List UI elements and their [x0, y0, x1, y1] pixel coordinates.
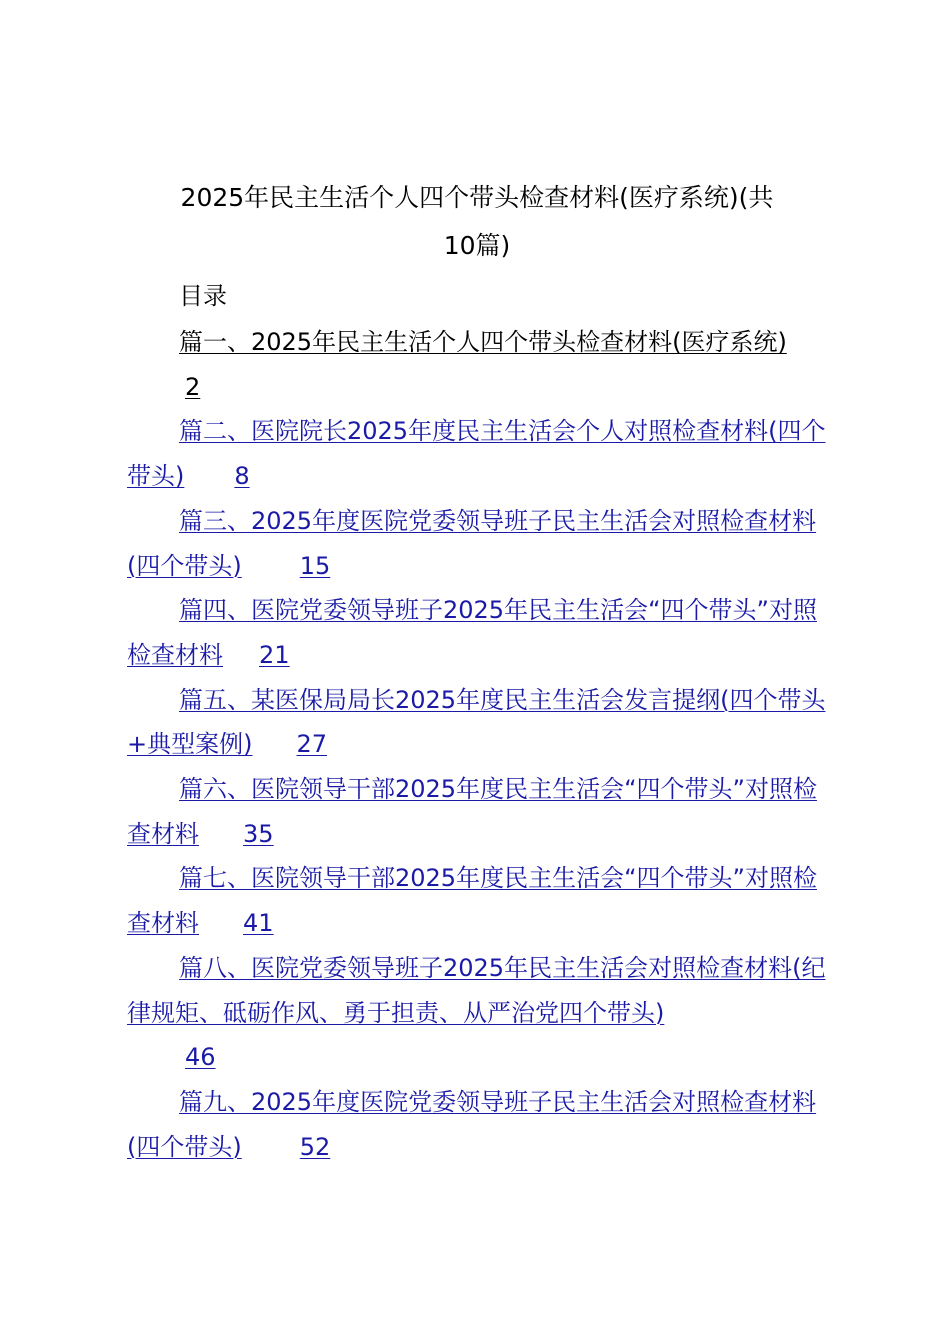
toc-page-number: 41	[243, 909, 274, 938]
toc-entry-title: 篇一、2025年民主生活个人四个带头检查材料(医疗系统)	[179, 328, 787, 356]
toc-entry-title: 篇四、医院党委领导班子2025年民主生活会“四个带头”对照检查材料	[127, 596, 817, 669]
toc-entry-title: 篇八、医院党委领导班子2025年民主生活会对照检查材料(纪律规矩、砥砺作风、勇于担责、从严治党四个带头)	[127, 953, 826, 1027]
toc-entry-5	[127, 678, 832, 767]
toc-entry-title: 篇七、医院领导干部2025年度民主生活会“四个带头”对照检查材料	[127, 864, 817, 938]
toc-link-2[interactable]	[127, 417, 825, 490]
toc-entry-3	[127, 499, 832, 588]
toc-page-number: 52	[299, 1132, 331, 1161]
toc-link-8[interactable]	[127, 954, 825, 1071]
toc-page-number: 27	[296, 730, 328, 759]
toc-page-number: 21	[259, 640, 290, 669]
toc-entry-4	[127, 588, 832, 677]
toc-link-7[interactable]	[127, 864, 817, 937]
toc-entry-title: 篇三、2025年度医院党委领导班子民主生活会对照检查材料(四个带头)	[127, 506, 817, 580]
table-of-contents	[127, 320, 832, 1169]
toc-entry-6	[127, 767, 832, 856]
toc-link-1[interactable]	[127, 328, 787, 401]
toc-page-number: 8	[234, 462, 250, 491]
toc-link-9[interactable]	[127, 1088, 816, 1161]
toc-entry-9	[127, 1080, 832, 1169]
toc-entry-title: 篇六、医院领导干部2025年度民主生活会“四个带头”对照检查材料	[127, 775, 817, 848]
toc-entry-2	[127, 409, 832, 498]
toc-link-3[interactable]	[127, 507, 816, 580]
toc-heading: 目录	[179, 282, 227, 310]
title-line-1: 2025年民主生活个人四个带头检查材料(医疗系统)(共	[180, 183, 774, 212]
toc-link-6[interactable]	[127, 775, 817, 848]
toc-entry-7	[127, 856, 832, 945]
toc-page-number: 35	[243, 819, 274, 848]
toc-entry-title: 篇二、医院院长2025年度民主生活会个人对照检查材料(四个带头)	[127, 417, 826, 491]
document-title	[127, 174, 827, 270]
toc-entry-title: 篇五、某医保局局长2025年度民主生活会发言提纲(四个带头+典型案例)	[127, 685, 826, 759]
toc-page-number: 2	[185, 372, 201, 401]
toc-link-4[interactable]	[127, 596, 817, 669]
toc-link-5[interactable]	[127, 686, 825, 759]
title-line-2: 10篇)	[443, 231, 511, 260]
toc-entry-title: 篇九、2025年度医院党委领导班子民主生活会对照检查材料(四个带头)	[127, 1087, 817, 1161]
toc-page-number: 46	[185, 1043, 216, 1072]
toc-page-number: 15	[299, 551, 331, 580]
toc-entry-8	[127, 946, 832, 1080]
toc-entry-1	[127, 320, 832, 409]
